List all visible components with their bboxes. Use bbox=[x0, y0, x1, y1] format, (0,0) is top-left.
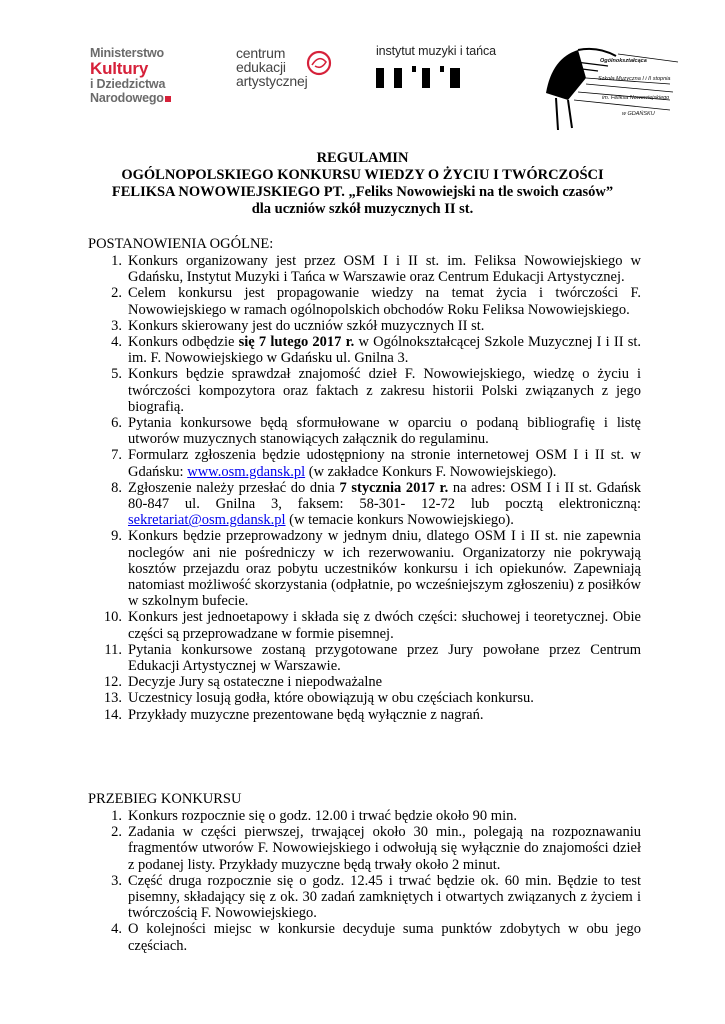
list-item: 3. Konkurs skierowany jest do uczniów szkół muzycznych II st. bbox=[111, 317, 485, 334]
general-provisions-list bbox=[88, 253, 641, 723]
list-item: 12. Decyzje Jury są ostateczne i niepodważalne bbox=[103, 674, 383, 691]
list-item: 7. Formularz zgłoszenia będzie udostępniony na stronie internetowej OSM I i II st. w Gdańsku: www.osm.gdansk.pl (w zakładce Konkurs F. Nowowiejskiego). bbox=[111, 447, 641, 480]
cea-logo: centrum edukacji artystycznej bbox=[236, 46, 336, 88]
contest-course-list bbox=[88, 808, 641, 954]
logo-header bbox=[0, 38, 725, 138]
section-heading-general: POSTANOWIENIA OGÓLNE: bbox=[88, 236, 274, 252]
osm-piano-logo: Ogólnokształcąca Szkoła Muzyczna I i II stopnia im. Feliksa Nowowiejskiego w GDAŃSKU bbox=[538, 38, 688, 138]
email-link[interactable]: sekretariat@osm.gdansk.pl bbox=[128, 512, 286, 529]
list-item: 4. O kolejności miejsc w konkursie decyduje suma punktów zdobytych w obu jego częściach. bbox=[111, 921, 641, 954]
list-item: 9. Konkurs będzie przeprowadzony w jednym dniu, dlatego OSM I i II st. nie zapewnia noclegów ani nie pośredniczy w ich rezerwowaniu. Organizatorzy nie pokrywają kosztów przejazdu oraz pobytu uczestników konkursu i ich opiekunów. Zapewniają natomiast możliwość skorzystania (odpłatnie, po wcześniejszym zgłoszeniu) z posiłków w szkolnym bufecie. bbox=[111, 528, 641, 610]
list-item: 2. Celem konkursu jest propagowanie wiedzy na temat życia i twórczości F. Nowowiejskiego w ramach ogólnopolskich obchodów Roku Feliksa Nowowiejskiego. bbox=[111, 285, 641, 318]
ministry-logo: Ministerstwo Kultury i Dziedzictwa Narodowego bbox=[90, 46, 190, 105]
document-title: REGULAMIN OGÓLNOPOLSKIEGO KONKURSU WIEDZY O ŻYCIU I TWÓRCZOŚCI FELIKSA NOWOWIEJSKIEGO PT. „Feliks Nowowiejski na tle swoich czasów” dla uczniów szkół muzycznych II st. bbox=[111, 150, 614, 217]
list-item: 4. Konkurs odbędzie się 7 lutego 2017 r. w Ogólnokształcącej Szkole Muzycznej I i II st. im. F. Nowowiejskiego w Gdańsku ul. Gnilna 3. bbox=[111, 334, 641, 367]
list-item: 1. Konkurs rozpocznie się o godz. 12.00 i trwać będzie około 90 min. bbox=[111, 808, 517, 824]
list-item: 1. Konkurs organizowany jest przez OSM I i II st. im. Feliksa Nowowiejskiego w Gdańsku, Instytut Muzyki i Tańca w Warszawie oraz Centrum Edukacji Artystycznej. bbox=[111, 253, 641, 286]
cea-swirl-icon bbox=[304, 48, 334, 78]
list-item: 14. Przykłady muzyczne prezentowane będą wyłącznie z nagrań. bbox=[103, 706, 484, 723]
list-item: 2. Zadania w części pierwszej, trwającej około 30 min., polegają na rozpoznawaniu fragmentów utworów F. Nowowiejskiego i odwołują się wyłącznie do znajomości dzieł z podanej listy. Przykłady muzyczne będą trwały około 2 minut. bbox=[111, 824, 641, 873]
list-item: 13. Uczestnicy losują godła, które obowiązują w obu częściach konkursu. bbox=[103, 690, 534, 707]
imit-logo: instytut muzyki i tańca bbox=[376, 44, 506, 88]
section-heading-course: PRZEBIEG KONKURSU bbox=[88, 791, 242, 807]
list-item: 3. Część druga rozpocznie się o godz. 12.45 i trwać będzie ok. 60 min. Będzie to test pisemny, składający się z ok. 30 zadań zamkniętych i otwartych związanych z życiem i twórczością F. Nowowiejskiego. bbox=[111, 872, 641, 922]
website-link[interactable]: www.osm.gdansk.pl bbox=[187, 463, 306, 480]
list-item: 10. Konkurs jest jednoetapowy i składa się z dwóch części: słuchowej i teoretycznej. Obie części są przeprowadzane w formie pisemnej. bbox=[103, 609, 641, 642]
list-item: 5. Konkurs będzie sprawdzał znajomość dzieł F. Nowowiejskiego, wiedzę o życiu i twórczości kompozytora oraz faktach z zakresu historii Polski związanych z jego biografią. bbox=[111, 366, 641, 415]
imit-bars-icon bbox=[376, 66, 506, 88]
piano-icon bbox=[538, 38, 688, 138]
list-item: 6. Pytania konkursowe będą sformułowane w oparciu o podaną bibliografię i listę utworów muzycznych stanowiących załącznik do regulaminu. bbox=[111, 415, 641, 448]
list-item: 8. Zgłoszenie należy przesłać do dnia 7 stycznia 2017 r. na adres: OSM I i II st. Gdańsk 80-847 ul. Gnilna 3, faksem: 58-301- 12-72 lub pocztą elektroniczną: sekretariat@osm.gdansk.pl (w temacie konkurs Nowowiejskiego). bbox=[111, 479, 641, 529]
list-item: 11. Pytania konkursowe zostaną przygotowane przez Jury powołane przez Centrum Edukacji Artystycznej w Warszawie. bbox=[104, 641, 641, 675]
